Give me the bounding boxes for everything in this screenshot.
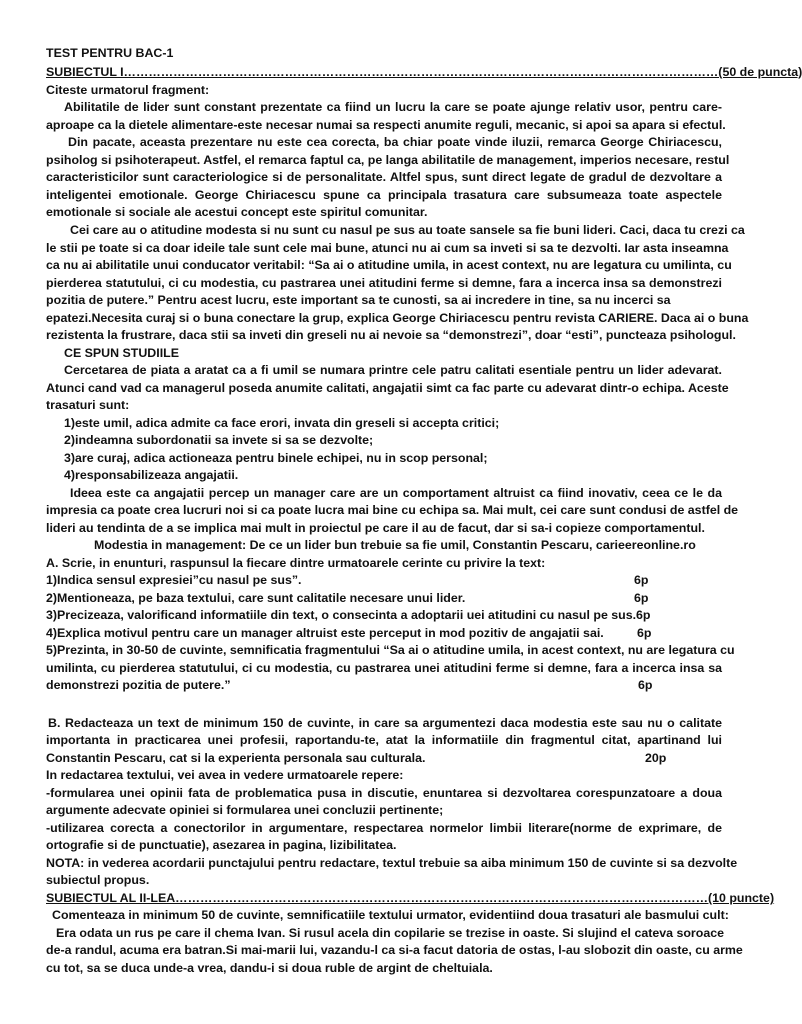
task-points: 6p: [638, 678, 653, 692]
subject-2-line: Comenteaza in minimum 50 de cuvinte, semnificatiile textului urmator, evidentiind doua trasaturi ale basmului cult:: [52, 908, 729, 922]
task-points: 6p: [634, 591, 649, 605]
task-a-item-5-line: 5)Prezinta, in 30-50 de cuvinte, semnificatia fragmentului “Sa ai o atitudine umila, in acest context, nu are legatura cu: [46, 643, 735, 657]
passage-line: Cercetarea de piata a aratat ca a fi umil se numara printre cele patru calitati esentiale pentru un lider adevarat.: [64, 363, 722, 377]
passage-intro: Citeste urmatorul fragment:: [46, 83, 210, 97]
guideline-line: In redactarea textului, vei avea in vedere urmatoarele repere:: [46, 768, 404, 782]
passage-line: caracteristicilor sunt caracteriologice si de personalitate. Altfel spus, sunt direct legate de gradul de dezvoltare a: [46, 170, 722, 184]
task-points: 6p: [636, 608, 651, 622]
source-citation: Modestia in management: De ce un lider bun trebuie sa fie umil, Constantin Pescaru, carieereonline.ro: [94, 538, 696, 552]
task-text: demonstrezi pozitia de putere.”: [46, 678, 231, 692]
passage-line: Cei care au o atitudine modesta si nu sunt cu nasul pe sus au toate sansele sa fie buni lideri. Caci, daca tu crezi ca: [70, 223, 745, 237]
list-item: 2)indeamna subordonatii sa invete si sa se dezvolte;: [64, 433, 374, 447]
task-a-item-5-line: [46, 677, 722, 695]
test-title: TEST PENTRU BAC-1: [46, 46, 174, 60]
task-text: 4)Explica motivul pentru care un manager altruist este perceput in mod pozitiv de angajatii sai.: [46, 626, 604, 640]
guideline-line: -utilizarea corecta a conectorilor in argumentare, respectarea normelor limbii literare(norme de exprimare, de: [46, 821, 722, 835]
subject-1-heading: SUBIECTUL I………………………………………………………………………………………………………………………………(50 de puncta): [46, 65, 802, 79]
task-b-line: B. Redacteaza un text de minimum 150 de cuvinte, in care sa argumentezi daca modestia este sau nu o calitate: [48, 716, 722, 730]
passage-line: emotionale si sociale ale acestui concept este spiritul comunitar.: [46, 205, 428, 219]
passage-line: Abilitatile de lider sunt constant prezentate ca fiind un lucru la care se poate ajunge relativ usor, pentru care-: [64, 100, 722, 114]
passage-line: Din pacate, aceasta prezentare nu este cea corecta, ba chiar poate vinde iluzii, remarca George Chiriacescu,: [68, 135, 722, 149]
task-text: Constantin Pescaru, cat si la experienta personala sau culturala.: [46, 751, 426, 765]
task-a-item-4: [46, 625, 722, 643]
passage-line: rezistenta la frustrare, daca stii sa inveti din greseli nu ai nevoie sa “demonstrezi”, doar “esti”, puncteaza psihologul.: [46, 328, 736, 342]
passage-line: trasaturi sunt:: [46, 398, 130, 412]
task-text: 1)Indica sensul expresiei”cu nasul pe sus”.: [46, 573, 302, 587]
passage-line: le stii pe toate si ca doar ideile tale sunt cele mai bune, atunci nu ai cum sa inveti si sa te dezvolti. Iar asta inseamna: [46, 241, 729, 255]
task-a-item-5-line: umilinta, cu pierderea statutului, ci cu modestia, cu pastrarea unei atitudini ferme si demne, fara a incerca insa sa: [46, 661, 722, 675]
task-points: 6p: [634, 573, 649, 587]
task-a-item-1: [46, 572, 722, 590]
passage-line: impresia ca poate crea lucruri noi si ca poate lucra mai bine cu echipa sa. Mai mult, cei care sunt condusi de astfel de: [46, 503, 739, 517]
passage-line: inteligentei emotionale. George Chiriacescu spune ca principala trasatura care subsumeaza toate aspectele: [46, 188, 722, 202]
passage-line: Ideea este ca angajatii percep un manager care are un comportament altruist ca fiind inovativ, ceea ce le da: [70, 486, 722, 500]
passage-line: epatezi.Necesita curaj si o buna conectare la grup, explica George Chiriacescu pentru revista CARIERE. Daca ai o buna: [46, 311, 749, 325]
note-line: subiectul propus.: [46, 873, 150, 887]
subject-2-heading: SUBIECTUL AL II-LEA…………………………………………………………………………………………………………………(10 puncte): [46, 891, 775, 905]
guideline-line: -formularea unei opinii fata de problematica pusa in discutie, enuntarea si dezvoltarea corespunzatoare a doua: [46, 786, 722, 800]
passage-line: pierderea statutului, ci cu modestia, cu pastrarea unei atitudini ferme si demne, fara a incerca insa sa demonstrezi: [46, 276, 722, 290]
task-text: 2)Mentioneaza, pe baza textului, care sunt calitatile necesare unui lider.: [46, 591, 466, 605]
task-points: 20p: [645, 751, 667, 765]
list-item: 4)responsabilizeaza angajatii.: [64, 468, 239, 482]
passage-line: pozitia de putere.” Pentru acest lucru, este important sa te cunosti, sa ai incredere in tine, sa nu incerci sa: [46, 293, 671, 307]
note-line: NOTA: in vederea acordarii punctajului pentru redactare, textul trebuie sa aiba minimum 150 de cuvinte si sa dezvolte: [46, 856, 738, 870]
guideline-line: ortografie si de punctuatie), asezarea in pagina, lizibilitatea.: [46, 838, 397, 852]
subject-2-line: de-a randul, acuma era batran.Si mai-marii lui, vazandu-l ca si-a facut datoria de ostas, l-au slobozit din oaste, cu arme: [46, 943, 743, 957]
passage-line: psiholog si psihoterapeut. Astfel, el remarca faptul ca, pe langa abilitatile de management, imperios necesare, restul: [46, 153, 730, 167]
task-b-line: [46, 750, 722, 768]
task-a-item-2: [46, 590, 722, 608]
task-points: 6p: [637, 626, 652, 640]
passage-line: lideri au tendinta de a se implica mai mult in proiectul pe care il au de facut, dar si sa-i copieze comportamentul.: [46, 521, 705, 535]
subject-2-line: Era odata un rus pe care il chema Ivan. Si rusul acela din copilarie se trezise in oaste. Si slujind el cateva soroace: [56, 926, 724, 940]
task-a-item-3: [46, 607, 722, 625]
list-item: 1)este umil, adica admite ca face erori, invata din greseli si accepta critici;: [64, 416, 500, 430]
task-b-line: importanta in practicarea unei profesii, raportandu-te, atat la informatiile din fragmentul citat, apartinand lui: [46, 733, 722, 747]
passage-line: ca nu ai abilitatile unui conducator veritabil: “Sa ai o atitudine umila, in acest context, nu are legatura cu umilinta, cu: [46, 258, 732, 272]
task-text: 3)Precizeaza, valorificand informatiile din text, o consecinta a adoptarii uei atitudini cu nasul pe sus.: [46, 608, 637, 622]
passage-line: Atunci cand vad ca managerul poseda anumite calitati, angajatii simt ca fac parte cu adevarat dintr-o echipa. Aceste: [46, 381, 729, 395]
passage-line: aproape ca la dietele alimentare-este necesar numai sa respecti anumite reguli, mecanic, si apoi sa apara si efectul.: [46, 118, 726, 132]
guideline-line: argumente adecvate opiniei si formularea unei concluzii pertinente;: [46, 803, 444, 817]
list-item: 3)are curaj, adica actioneaza pentru binele echipei, nu in scop personal;: [64, 451, 488, 465]
task-a-heading: A. Scrie, in enunturi, raspunsul la fiecare dintre urmatoarele cerinte cu privire la text:: [46, 556, 546, 570]
subject-2-line: cu tot, sa se duca unde-a vrea, dandu-i si doua ruble de argint de cheltuiala.: [46, 961, 493, 975]
section-heading-studies: CE SPUN STUDIILE: [64, 346, 179, 360]
